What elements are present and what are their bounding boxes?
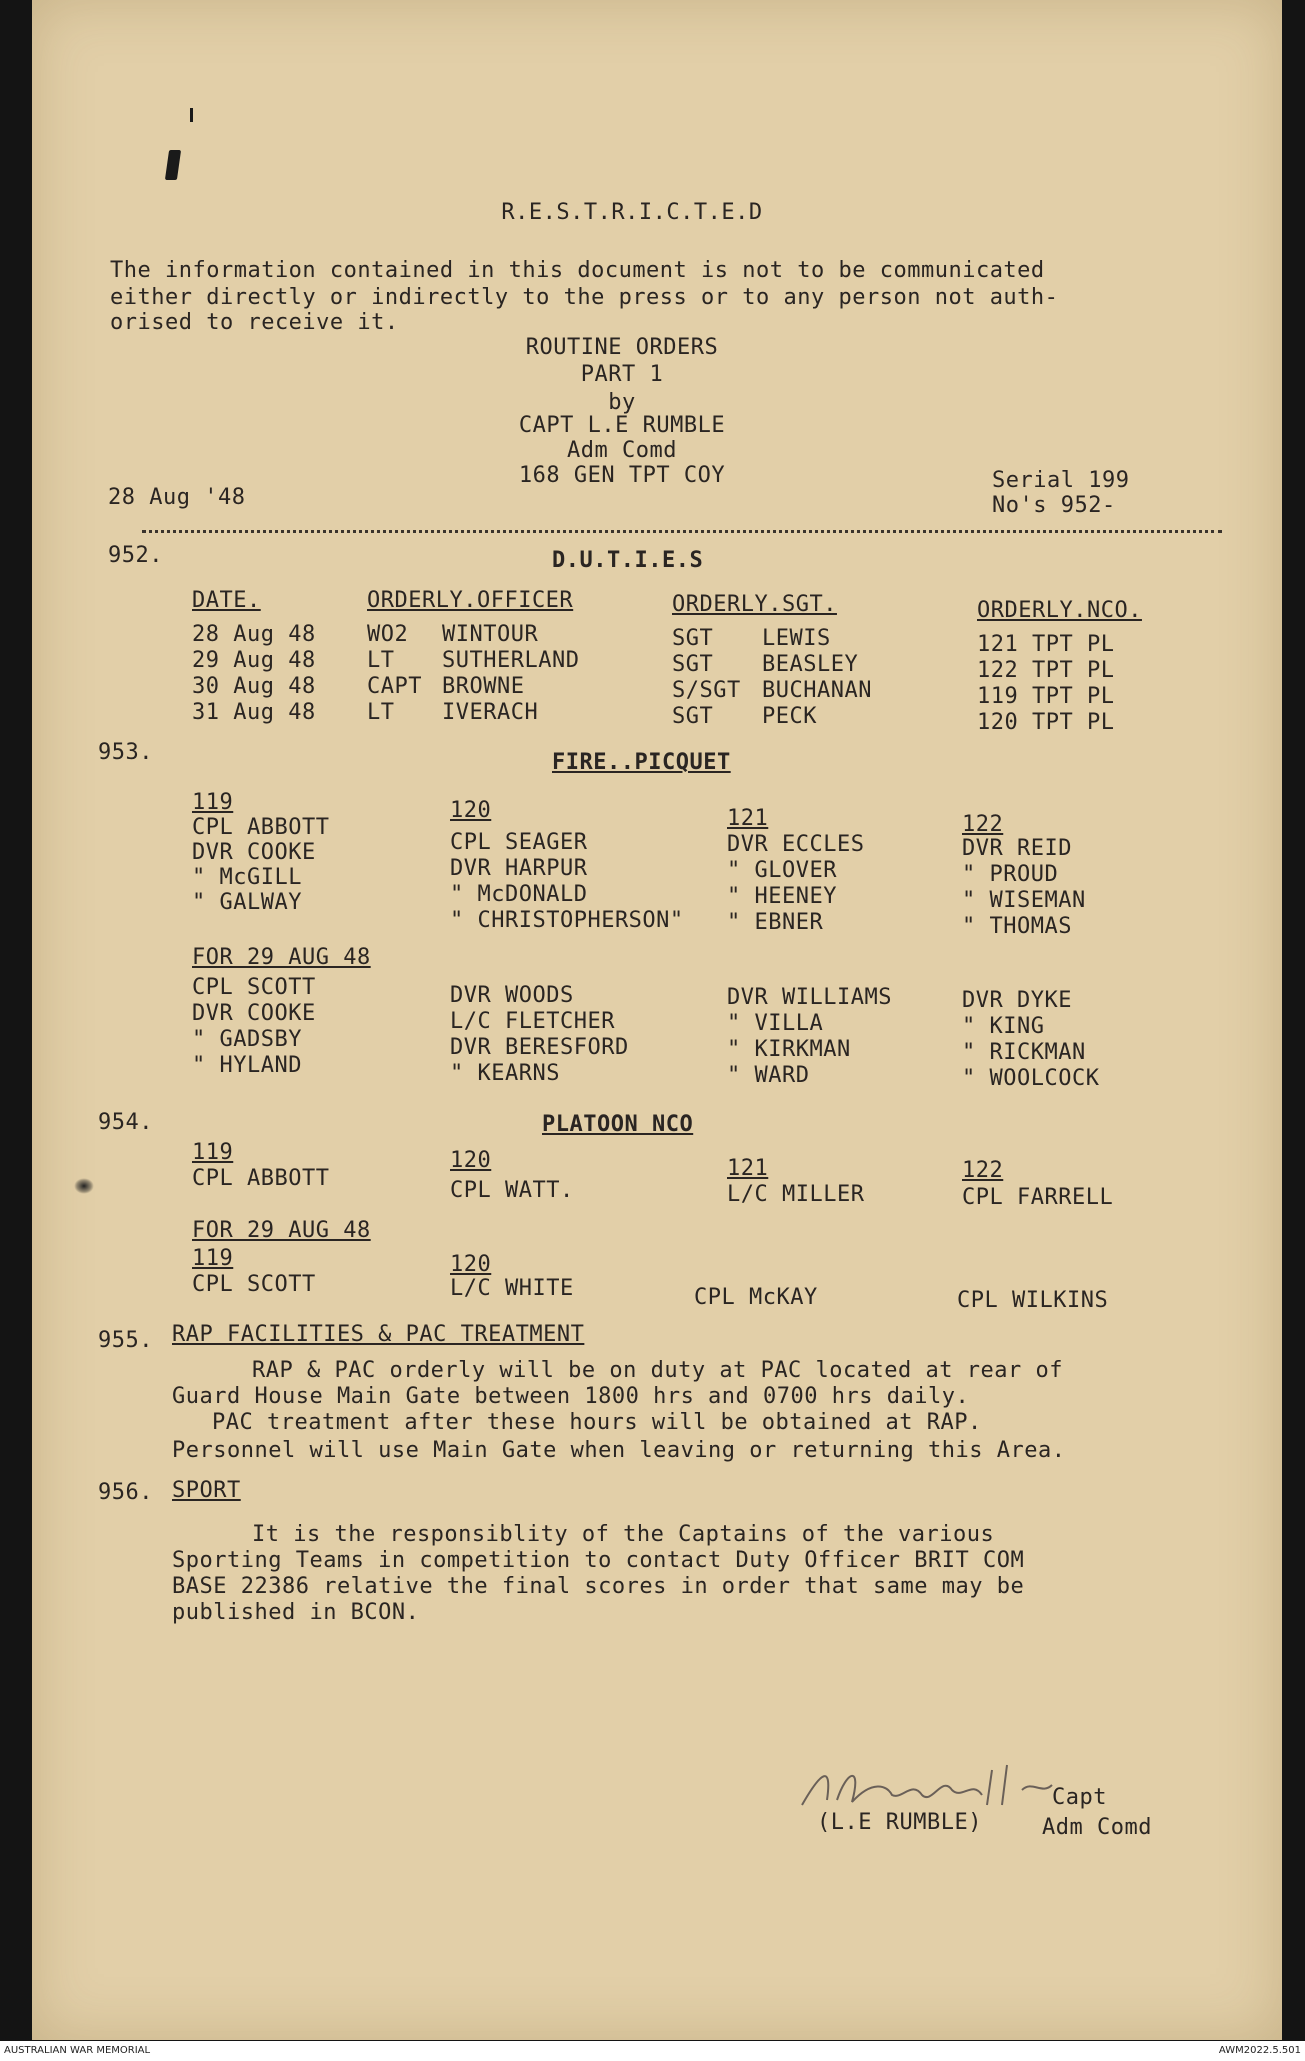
- nco-member: CPL WILKINS: [957, 1288, 1109, 1313]
- sport-line-3: BASE 22386 relative the final scores in order that same may be: [172, 1574, 1025, 1599]
- section-954-number: 954.: [98, 1110, 153, 1135]
- section-955-heading: RAP FACILITIES & PAC TREATMENT: [172, 1322, 585, 1347]
- nco-unit-122: 122: [962, 1158, 1004, 1183]
- duty-nco: 122 TPT PL: [977, 658, 1115, 683]
- picquet-member: " WISEMAN: [962, 888, 1086, 913]
- picquet-member: CPL SEAGER: [450, 830, 588, 855]
- section-952-heading: D.U.T.I.E.S: [552, 548, 704, 573]
- duty-sgt-name: LEWIS: [762, 626, 831, 651]
- rap-line-2: Guard House Main Gate between 1800 hrs and 0700 hrs daily.: [172, 1384, 970, 1409]
- rap-line-1: RAP & PAC orderly will be on duty at PAC located at rear of: [252, 1358, 1063, 1383]
- picquet-member: " GLOVER: [727, 858, 837, 883]
- picquet-member: " CHRISTOPHERSON": [450, 908, 684, 933]
- picquet-unit-121: 121: [727, 806, 769, 831]
- nco-unit-121: 121: [727, 1156, 769, 1181]
- notice-line-1: The information contained in this document is not to be communicated: [110, 258, 1045, 283]
- section-955-number: 955.: [98, 1328, 153, 1353]
- duty-sgt-name: BUCHANAN: [762, 678, 872, 703]
- picquet-member: " WOOLCOCK: [962, 1066, 1100, 1091]
- sport-line-4: published in BCON.: [172, 1600, 420, 1625]
- duty-sgt-rank: SGT: [672, 704, 714, 729]
- picquet-member: CPL SCOTT: [192, 975, 316, 1000]
- document-date: 28 Aug '48: [108, 485, 246, 510]
- duty-date: 31 Aug 48: [192, 700, 316, 725]
- picquet-member: " THOMAS: [962, 914, 1072, 939]
- picquet-member: DVR ECCLES: [727, 832, 865, 857]
- title-line-3: by: [608, 390, 636, 415]
- picquet-member: " HEENEY: [727, 884, 837, 909]
- duty-sgt-name: PECK: [762, 704, 817, 729]
- sport-line-2: Sporting Teams in competition to contact Duty Officer BRIT COM: [172, 1548, 1025, 1573]
- nco-for-date: FOR 29 AUG 48: [192, 1218, 371, 1243]
- sport-line-1: It is the responsiblity of the Captains of the various: [252, 1522, 995, 1547]
- notice-line-3: orised to receive it.: [110, 310, 399, 335]
- picquet-unit-119: 119: [192, 790, 234, 815]
- picquet-member: DVR REID: [962, 836, 1072, 861]
- rap-line-4: Personnel will use Main Gate when leaving or returning this Area.: [172, 1438, 1066, 1463]
- duty-officer-name: WINTOUR: [442, 622, 539, 647]
- picquet-member: " KIRKMAN: [727, 1037, 851, 1062]
- duty-sgt-rank: S/SGT: [672, 678, 741, 703]
- footer-bar: [0, 2041, 1305, 2061]
- title-line-1: ROUTINE ORDERS: [525, 335, 719, 360]
- col-header-orderly-sgt: ORDERLY.SGT.: [672, 592, 837, 617]
- picquet-member: " RICKMAN: [962, 1040, 1086, 1065]
- picquet-member: " VILLA: [727, 1011, 824, 1036]
- picquet-member: " WARD: [727, 1063, 810, 1088]
- col-header-orderly-nco: ORDERLY.NCO.: [977, 598, 1142, 623]
- title-line-2: PART 1: [580, 362, 664, 387]
- nco-unit-120-b: 120: [450, 1252, 492, 1277]
- picquet-member: " EBNER: [727, 910, 824, 935]
- picquet-member: " KEARNS: [450, 1061, 560, 1086]
- picquet-member: DVR WOODS: [450, 983, 574, 1008]
- duty-date: 28 Aug 48: [192, 622, 316, 647]
- signature-rank: Capt: [1052, 1785, 1107, 1810]
- col-header-orderly-officer: ORDERLY.OFFICER: [367, 588, 574, 613]
- signature-name: (L.E RUMBLE): [817, 1810, 982, 1835]
- document-page: [32, 0, 1282, 2040]
- nco-unit-119-b: 119: [192, 1246, 234, 1271]
- picquet-member: " HYLAND: [192, 1053, 302, 1078]
- section-952-number: 952.: [108, 543, 163, 568]
- duty-officer-rank: WO2: [367, 622, 409, 647]
- picquet-member: " McGILL: [192, 865, 302, 890]
- footer-accession-number: AWM2022.5.501: [1218, 2045, 1301, 2056]
- picquet-member: DVR COOKE: [192, 840, 316, 865]
- section-953-heading: FIRE..PICQUET: [552, 750, 731, 775]
- duty-officer-name: BROWNE: [442, 674, 525, 699]
- picquet-member: CPL ABBOTT: [192, 815, 330, 840]
- nco-unit-120: 120: [450, 1148, 492, 1173]
- nco-member: CPL FARRELL: [962, 1185, 1114, 1210]
- duty-date: 30 Aug 48: [192, 674, 316, 699]
- serial-number: Serial 199: [992, 468, 1130, 493]
- section-956-number: 956.: [98, 1480, 153, 1505]
- section-953-number: 953.: [98, 740, 153, 765]
- picquet-member: DVR WILLIAMS: [727, 985, 892, 1010]
- title-line-4: CAPT L.E RUMBLE: [518, 413, 726, 438]
- picquet-member: DVR BERESFORD: [450, 1035, 629, 1060]
- nco-member: CPL McKAY: [694, 1285, 818, 1310]
- picquet-member: DVR DYKE: [962, 988, 1072, 1013]
- duty-officer-rank: LT: [367, 648, 395, 673]
- picquet-member: " GALWAY: [192, 890, 302, 915]
- nco-unit-119: 119: [192, 1140, 234, 1165]
- nco-member: CPL SCOTT: [192, 1272, 316, 1297]
- picquet-unit-122: 122: [962, 812, 1004, 837]
- picquet-member: L/C FLETCHER: [450, 1009, 615, 1034]
- signature-appointment: Adm Comd: [1042, 1815, 1152, 1840]
- ink-smudge: [74, 1178, 94, 1194]
- picquet-member: " KING: [962, 1014, 1045, 1039]
- dotted-separator: [142, 530, 1222, 533]
- duty-officer-name: IVERACH: [442, 700, 539, 725]
- footer-institution: AUSTRALIAN WAR MEMORIAL: [4, 2045, 151, 2056]
- picquet-for-date: FOR 29 AUG 48: [192, 945, 371, 970]
- nco-member: L/C WHITE: [450, 1276, 574, 1301]
- rap-line-3: PAC treatment after these hours will be obtained at RAP.: [212, 1410, 982, 1435]
- picquet-member: " McDONALD: [450, 882, 588, 907]
- duty-officer-name: SUTHERLAND: [442, 648, 580, 673]
- notice-line-2: either directly or indirectly to the press or to any person not auth-: [110, 285, 1059, 310]
- duty-officer-rank: LT: [367, 700, 395, 725]
- picquet-member: DVR COOKE: [192, 1001, 316, 1026]
- duty-nco: 121 TPT PL: [977, 632, 1115, 657]
- picquet-member: " PROUD: [962, 862, 1059, 887]
- col-header-date: DATE.: [192, 588, 261, 613]
- picquet-member: DVR HARPUR: [450, 856, 588, 881]
- nco-member: CPL WATT.: [450, 1178, 574, 1203]
- title-line-6: 168 GEN TPT COY: [518, 463, 726, 488]
- nco-member: CPL ABBOTT: [192, 1166, 330, 1191]
- duty-sgt-rank: SGT: [672, 652, 714, 677]
- title-line-5: Adm Comd: [567, 438, 677, 463]
- section-956-heading: SPORT: [172, 1478, 241, 1503]
- ink-mark: [190, 108, 193, 122]
- picquet-member: " GADSBY: [192, 1027, 302, 1052]
- classification: R.E.S.T.R.I.C.T.E.D: [501, 200, 763, 225]
- nco-member: L/C MILLER: [727, 1182, 865, 1207]
- order-numbers: No's 952-: [992, 493, 1116, 518]
- duty-nco: 120 TPT PL: [977, 710, 1115, 735]
- ink-blot: [165, 150, 181, 180]
- duty-nco: 119 TPT PL: [977, 684, 1115, 709]
- duty-sgt-rank: SGT: [672, 626, 714, 651]
- picquet-unit-120: 120: [450, 798, 492, 823]
- duty-sgt-name: BEASLEY: [762, 652, 859, 677]
- section-954-heading: PLATOON NCO: [542, 1112, 694, 1137]
- duty-date: 29 Aug 48: [192, 648, 316, 673]
- duty-officer-rank: CAPT: [367, 674, 422, 699]
